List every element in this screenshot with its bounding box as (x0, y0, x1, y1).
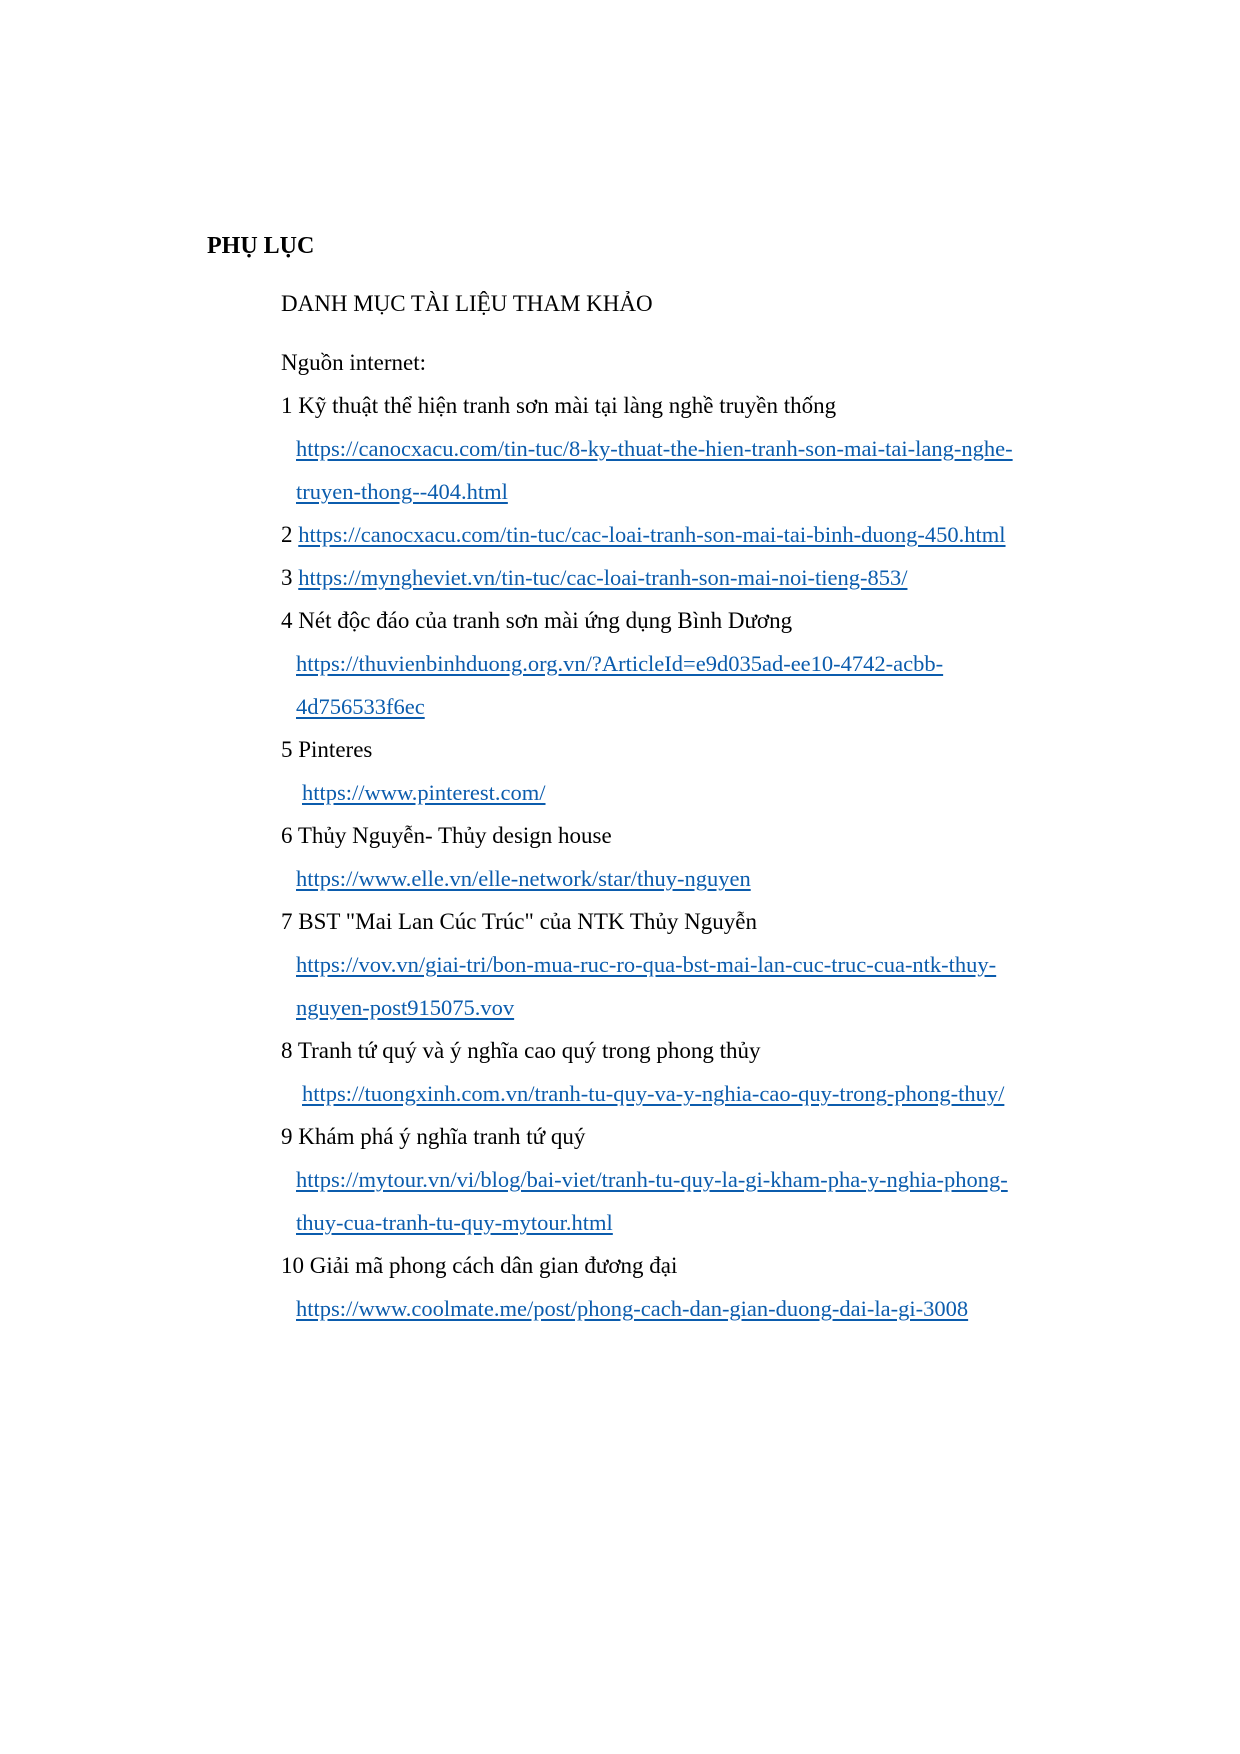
reference-10-link[interactable]: https://www.coolmate.me/post/phong-cach-dan-gian-duong-dai-la-gi-3008 (296, 1296, 969, 1321)
reference-3: 3 https://myngheviet.vn/tin-tuc/cac-loai-tranh-son-mai-noi-tieng-853/ (281, 565, 908, 590)
reference-9-title: 9 Khám phá ý nghĩa tranh tứ quý (281, 1124, 586, 1149)
reference-8-link[interactable]: https://tuongxinh.com.vn/tranh-tu-quy-va-y-nghia-cao-quy-trong-phong-thuy/ (302, 1081, 1005, 1106)
reference-7-link[interactable]: https://vov.vn/giai-tri/bon-mua-ruc-ro-qua-bst-mai-lan-cuc-truc-cua-ntk-thuy- (296, 952, 997, 977)
page-heading: PHỤ LỤC (207, 233, 315, 259)
reference-8-link-line[interactable] (281, 1078, 1101, 1121)
reference-4-link-line-1[interactable] (281, 648, 1101, 691)
reference-2: 2 https://canocxacu.com/tin-tuc/cac-loai-tranh-son-mai-tai-binh-duong-450.html (281, 522, 1006, 547)
reference-7-title: 7 BST "Mai Lan Cúc Trúc" của NTK Thủy Nguyễn (281, 909, 757, 934)
reference-1-link-line-2[interactable] (281, 476, 1101, 519)
reference-6-link-line[interactable] (281, 863, 1101, 906)
reference-1-link[interactable]: https://canocxacu.com/tin-tuc/8-ky-thuat-the-hien-tranh-son-mai-tai-lang-nghe- (296, 436, 1013, 461)
reference-4-link-line-2[interactable] (281, 691, 1101, 734)
reference-4-link-cont[interactable]: 4d756533f6ec (296, 694, 425, 719)
reference-2-link[interactable]: https://canocxacu.com/tin-tuc/cac-loai-tranh-son-mai-tai-binh-duong-450.html (298, 522, 1006, 547)
reference-9-link-line-1[interactable] (281, 1164, 1101, 1207)
reference-1-link-cont[interactable]: truyen-thong--404.html (296, 479, 508, 504)
reference-6-title: 6 Thủy Nguyễn- Thủy design house (281, 823, 612, 848)
reference-4-title: 4 Nét độc đáo của tranh sơn mài ứng dụng Bình Dương (281, 608, 793, 633)
reference-5-title: 5 Pinteres (281, 737, 373, 762)
references-title: DANH MỤC TÀI LIỆU THAM KHẢO (281, 291, 653, 316)
reference-9-link-cont[interactable]: thuy-cua-tranh-tu-quy-mytour.html (296, 1210, 613, 1235)
reference-7-link-cont[interactable]: nguyen-post915075.vov (296, 995, 515, 1020)
reference-4-link[interactable]: https://thuvienbinhduong.org.vn/?ArticleId=e9d035ad-ee10-4742-acbb- (296, 651, 944, 676)
reference-1-link-line-1[interactable] (281, 433, 1101, 476)
reference-5-link-line[interactable] (281, 777, 1101, 820)
source-label: Nguồn internet: (281, 350, 426, 375)
reference-9-link-line-2[interactable] (281, 1207, 1101, 1250)
reference-7-link-line-1[interactable] (281, 949, 1101, 992)
reference-9-link[interactable]: https://mytour.vn/vi/blog/bai-viet/tranh-tu-quy-la-gi-kham-pha-y-nghia-phong- (296, 1167, 1008, 1192)
reference-8-title: 8 Tranh tứ quý và ý nghĩa cao quý trong phong thủy (281, 1038, 761, 1063)
reference-7-link-line-2[interactable] (281, 992, 1101, 1035)
reference-10-title: 10 Giải mã phong cách dân gian đương đại (281, 1253, 678, 1278)
reference-list (281, 347, 1101, 1336)
reference-5-link[interactable]: https://www.pinterest.com/ (302, 780, 546, 805)
reference-3-link[interactable]: https://myngheviet.vn/tin-tuc/cac-loai-tranh-son-mai-noi-tieng-853/ (298, 565, 908, 590)
reference-10-link-line[interactable] (281, 1293, 1101, 1336)
reference-6-link[interactable]: https://www.elle.vn/elle-network/star/thuy-nguyen (296, 866, 751, 891)
reference-1-title: 1 Kỹ thuật thể hiện tranh sơn mài tại làng nghề truyền thống (281, 393, 837, 418)
